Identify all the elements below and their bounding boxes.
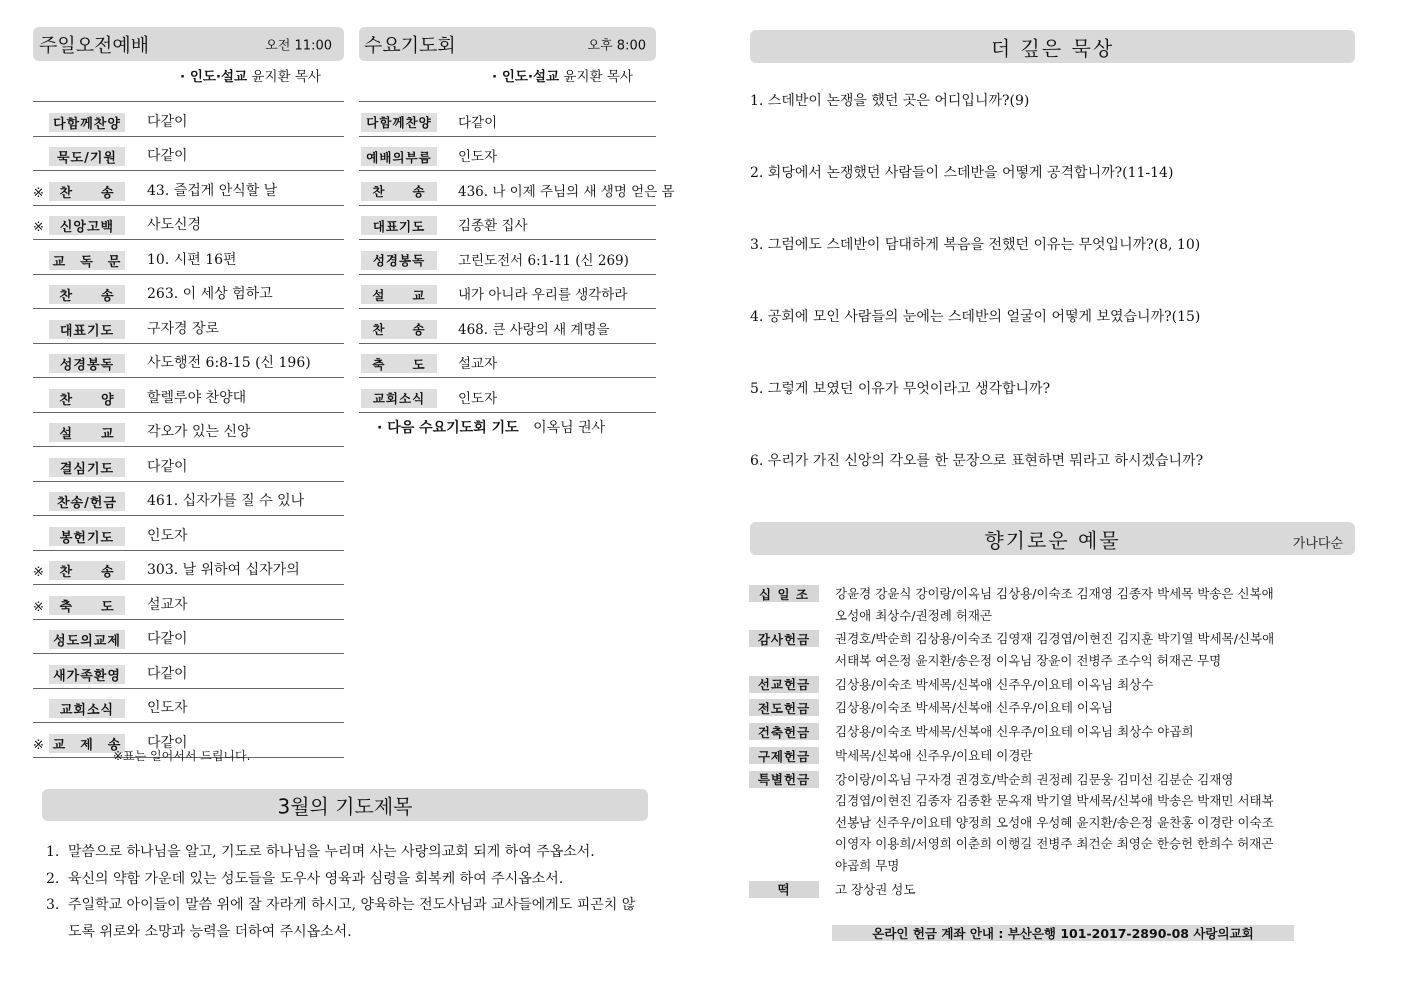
meditation-question: 3. 그럼에도 스데반이 담대하게 복음을 전했던 이유는 무엇입니까?(8, 10) <box>750 237 1201 253</box>
wednesday-order-row <box>359 240 656 275</box>
order-label: 찬 송 <box>361 182 437 201</box>
order-value: 각오가 있는 신앙 <box>147 424 251 440</box>
offering-label: 전도헌금 <box>749 699 819 716</box>
order-label: 찬 송 <box>49 285 125 304</box>
order-value: 김종환 집사 <box>458 218 528 234</box>
prayer-text: 주일학교 아이들이 말씀 위에 잘 자라게 하시고, 양육하는 전도사님과 교사들에게도 피곤치 않도록 위로와 소망과 능력을 더하여 주시옵소서. <box>68 897 636 940</box>
sunday-order-row <box>33 240 344 275</box>
wednesday-leader-name: 윤지환 목사 <box>563 69 633 85</box>
offering-name-line: 강이랑/이옥님 구자경 권경호/박순희 권정례 김문웅 김미선 김분순 김재영 <box>835 771 1234 787</box>
sunday-order-row <box>33 551 344 586</box>
order-label: 성경봉독 <box>49 354 125 373</box>
stand-mark: ※ <box>33 737 44 753</box>
stand-mark: ※ <box>33 220 44 235</box>
order-label: 다함께찬양 <box>49 113 125 132</box>
prayer-item <box>46 892 646 945</box>
order-value: 할렐루야 찬양대 <box>147 389 247 406</box>
wednesday-title: 수요기도회 <box>364 34 456 57</box>
wednesday-order-row <box>359 206 656 241</box>
sunday-order-row <box>33 413 344 448</box>
order-label: 찬 양 <box>49 389 125 408</box>
order-value: 다같이 <box>147 734 188 751</box>
wednesday-next-prefix: · 다음 수요기도회 기도 <box>377 420 519 436</box>
order-value: 인도자 <box>147 700 188 716</box>
wednesday-next-name: 이옥님 권사 <box>533 420 606 436</box>
prayer-header <box>42 789 648 821</box>
order-value: 다같이 <box>458 114 498 131</box>
offering-name-line: 오성애 최상수/권정례 허재곤 <box>835 607 993 623</box>
wednesday-leader-prefix: · 인도·설교 <box>492 69 560 85</box>
offering-label: 십 일 조 <box>749 585 819 602</box>
order-label: 성도의교제 <box>49 630 125 649</box>
wednesday-order-row <box>359 275 656 310</box>
offering-name-line: 박세목/신복애 신주우/이요테 이경란 <box>835 748 1033 763</box>
sunday-order-table <box>33 68 344 758</box>
order-value: 303. 날 위하여 십자가의 <box>147 562 300 578</box>
wednesday-order-row <box>359 102 656 137</box>
order-value: 인도자 <box>458 390 498 407</box>
prayer-item <box>46 839 646 866</box>
wednesday-table-top-rule <box>359 68 656 102</box>
order-label: 예배의부름 <box>361 147 437 166</box>
wednesday-header <box>359 27 656 61</box>
offering-name-line: 김상용/이숙조 박세목/신복애 신주우/이요테 이옥님 <box>835 700 1114 716</box>
prayer-list <box>46 839 646 945</box>
offering-name-line: 김상용/이숙조 박세목/신복애 신우주/이요테 이옥님 최상수 야곱희 <box>835 724 1194 740</box>
order-label: 대표기도 <box>49 320 125 339</box>
order-value: 인도자 <box>147 527 188 544</box>
offering-name-line: 강윤경 강윤식 강이랑/이옥님 김상용/이숙조 김재영 김종자 박세목 박송은 신복애 <box>835 586 1274 601</box>
wednesday-order-row <box>359 171 675 206</box>
sunday-leader-name: 윤지환 목사 <box>251 69 321 85</box>
prayer-item <box>46 866 646 893</box>
offering-label: 구제헌금 <box>749 747 819 764</box>
order-value: 263. 이 세상 험하고 <box>147 286 273 302</box>
sunday-order-row <box>33 309 344 344</box>
wednesday-next-prayer <box>377 417 605 437</box>
meditation-question: 6. 우리가 가진 신앙의 각오를 한 문장으로 표현하면 뭐라고 하시겠습니까? <box>750 453 1204 469</box>
sunday-order-row <box>33 275 344 310</box>
order-label: 다함께찬양 <box>361 113 437 132</box>
offering-name-line: 야곱희 무명 <box>835 857 900 873</box>
offering-label: 건축헌금 <box>749 723 819 740</box>
order-label: 설 교 <box>361 285 437 304</box>
order-label: 새가족환영 <box>49 665 125 684</box>
order-label: 묵도/기원 <box>49 147 125 166</box>
wednesday-order-row <box>359 309 656 344</box>
online-offering-account: 온라인 헌금 계좌 안내 : 부산은행 101-2017-2890-08 사랑의교회 <box>832 925 1294 941</box>
offering-names <box>835 697 1335 719</box>
meditation-question: 2. 회당에서 논쟁했던 사람들이 스데반을 어떻게 공격합니까?(11-14) <box>750 165 1174 181</box>
offering-name-line: 김상용/이숙조 박세목/신복애 신주우/이요테 이옥님 최상수 <box>835 676 1154 692</box>
prayer-number: 1. <box>46 844 60 860</box>
sunday-order-row <box>33 516 344 551</box>
sunday-order-row <box>33 171 344 206</box>
offering-name-line: 고 장상권 성도 <box>835 881 916 897</box>
offering-label: 선교헌금 <box>749 676 819 693</box>
stand-mark: ※ <box>33 565 44 580</box>
offering-names <box>835 769 1335 877</box>
offering-names <box>835 721 1335 743</box>
offering-name-line: 서태복 여은정 윤지환/송은정 이옥님 장윤이 전병주 조수익 허재곤 무명 <box>835 652 1222 668</box>
sunday-leader-prefix: · 인도·설교 <box>180 69 248 85</box>
wednesday-order-row <box>359 378 656 413</box>
offering-names <box>835 745 1335 767</box>
offering-names <box>835 674 1335 696</box>
order-value: 10. 시편 16편 <box>147 251 237 268</box>
offering-name-line: 김경엽/이현진 김종자 김종환 문옥재 박기열 박세목/신복애 박송은 박재민 서태복 <box>835 793 1274 809</box>
offering-names <box>835 583 1335 626</box>
wednesday-order-row <box>359 137 656 172</box>
order-label: 교 제 송 <box>49 734 125 753</box>
order-value: 다같이 <box>147 631 188 647</box>
meditation-question: 5. 그렇게 보였던 이유가 무엇이라고 생각합니까? <box>750 381 1051 397</box>
sunday-order-row <box>33 585 344 620</box>
stand-mark: ※ <box>33 599 44 615</box>
wednesday-order-row <box>359 344 656 379</box>
sunday-order-row <box>33 137 344 172</box>
meditation-question: 4. 공회에 모인 사람들의 눈에는 스데반의 얼굴이 어떻게 보였습니까?(15) <box>750 309 1201 325</box>
order-label: 성경봉독 <box>361 251 437 270</box>
order-value: 다같이 <box>147 113 188 130</box>
sunday-title: 주일오전예배 <box>39 34 150 57</box>
prayer-number: 3. <box>46 897 60 913</box>
order-label: 축 도 <box>49 596 125 615</box>
order-label: 대표기도 <box>361 216 437 235</box>
sunday-order-row <box>33 689 344 724</box>
meditation-question: 1. 스데반이 논쟁을 했던 곳은 어디입니까?(9) <box>750 93 1030 109</box>
stand-mark: ※ <box>33 185 44 201</box>
order-value: 인도자 <box>458 149 498 165</box>
offering-title: 향기로운 예물 <box>984 528 1121 552</box>
sunday-order-row <box>33 102 344 137</box>
order-value: 구자경 장로 <box>147 320 220 337</box>
prayer-text: 말씀으로 하나님을 알고, 기도로 하나님을 누리며 사는 사랑의교회 되게 하여 주옵소서. <box>68 844 595 860</box>
sunday-header <box>33 27 344 61</box>
sunday-order-row <box>33 654 344 689</box>
offering-name-line: 권경호/박순희 김상용/이숙조 김영재 김경엽/이현진 김지훈 박기열 박세목/신복애 <box>835 631 1275 647</box>
order-value: 사도행전 6:8-15 (신 196) <box>147 355 311 371</box>
offering-label: 특별헌금 <box>749 771 819 788</box>
sunday-order-row <box>33 344 344 379</box>
offering-names <box>835 879 1335 901</box>
order-value: 43. 즐겁게 안식할 날 <box>147 182 278 199</box>
prayer-text: 육신의 약함 가운데 있는 성도들을 도우사 영육과 심령을 회복케 하여 주시옵소서. <box>68 870 564 887</box>
order-label: 찬송/헌금 <box>49 492 125 511</box>
offering-name-line: 선봉남 신주우/이요테 양정희 오성애 우성혜 윤지환/송은정 윤찬홍 이경란 이숙조 <box>835 814 1274 830</box>
sunday-table-top-rule <box>33 68 344 102</box>
wednesday-order-table <box>359 68 675 413</box>
prayer-title: 3월의 기도제목 <box>277 794 413 819</box>
order-label: 찬 송 <box>361 320 437 339</box>
meditation-title: 더 깊은 묵상 <box>990 36 1115 60</box>
order-label: 봉헌기도 <box>49 527 125 546</box>
order-value: 468. 큰 사랑의 새 계명을 <box>458 321 610 338</box>
wednesday-time: 오후 8:00 <box>587 38 646 54</box>
sunday-order-row <box>33 206 344 241</box>
offering-names <box>835 628 1335 671</box>
offering-label: 떡 <box>749 881 819 898</box>
sunday-order-row <box>33 447 344 482</box>
order-value: 461. 십자가를 질 수 있나 <box>147 493 305 509</box>
sunday-order-row <box>33 620 344 655</box>
order-label: 교회소식 <box>49 699 125 718</box>
offering-sort-note: 가나다순 <box>1292 536 1343 552</box>
sunday-time: 오전 11:00 <box>265 38 332 54</box>
order-label: 설 교 <box>49 423 125 442</box>
order-label: 찬 송 <box>49 561 125 580</box>
order-value: 내가 아니라 우리를 생각하라 <box>458 287 628 303</box>
offering-name-line: 이영자 이용희/서영희 이춘희 이행길 전병주 최건순 최영순 한승헌 한희수 허재곤 <box>835 836 1274 852</box>
order-label: 교 독 문 <box>49 251 125 270</box>
order-value: 고린도전서 6:1-11 (신 269) <box>458 252 629 269</box>
order-value: 다같이 <box>147 458 188 475</box>
sunday-order-row <box>33 482 344 517</box>
order-label: 찬 송 <box>49 182 125 201</box>
order-value: 설교자 <box>458 356 498 372</box>
sunday-footnote: ※표는 일어서서 드립니다. <box>113 749 251 763</box>
sunday-order-row <box>33 378 344 413</box>
order-value: 436. 나 이제 주님의 새 생명 얻은 몸 <box>458 183 675 200</box>
order-label: 축 도 <box>361 354 437 373</box>
offering-label: 감사헌금 <box>749 630 819 647</box>
order-value: 설교자 <box>147 596 188 613</box>
prayer-number: 2. <box>46 870 60 887</box>
order-value: 사도신경 <box>147 217 202 233</box>
order-label: 신앙고백 <box>49 216 125 235</box>
meditation-header <box>750 30 1355 63</box>
order-label: 교회소식 <box>361 389 437 408</box>
offering-header <box>750 522 1355 555</box>
order-label: 결심기도 <box>49 458 125 477</box>
order-value: 다같이 <box>147 665 188 682</box>
order-value: 다같이 <box>147 148 188 164</box>
